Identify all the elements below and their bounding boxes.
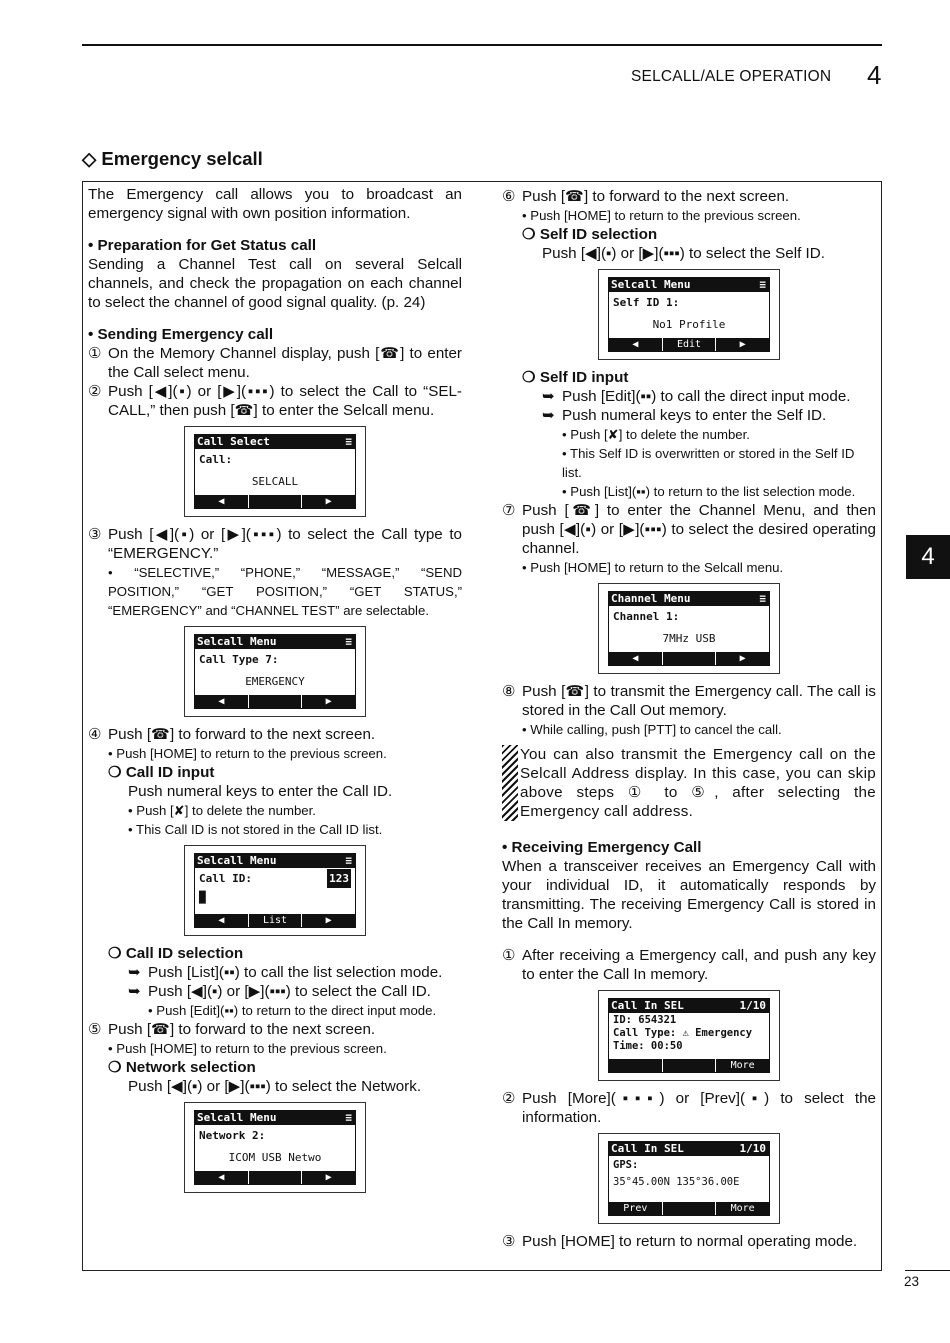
lcd-channel-menu: Channel Menu ≡ Channel 1: 7MHz USB ◀ ▶ xyxy=(598,583,780,674)
step-6: ⑥ Push [☎] to forward to the next screen. xyxy=(502,188,790,205)
self-id-note-2: • This Self ID is overwritten or stored in the Self ID list. xyxy=(562,446,855,480)
lcd-call-in-2: Call In SEL 1/10 GPS: 35°45.00N 135°36.00E Prev More xyxy=(598,1133,780,1224)
self-id-input-2: ➥ Push numeral keys to enter the Self ID. xyxy=(542,407,827,424)
self-id-note-1: • Push [✘] to delete the number. xyxy=(562,427,750,442)
network-selection-heading: ❍ Network selection xyxy=(108,1059,256,1076)
step-8: ⑧ Push [☎] to transmit the Emergency call. The call is stored in the Call Out memory. xyxy=(502,683,876,719)
lcd-network: Selcall Menu ≡ Network 2: ICOM USB Netwo ◀ ▶ xyxy=(184,1102,366,1193)
self-id-selection-text: Push [◀](▪) or [▶](▪▪▪) to select the Self ID. xyxy=(542,245,825,262)
lcd-call-type: Selcall Menu ≡ Call Type 7: EMERGENCY ◀ ▶ xyxy=(184,626,366,717)
self-id-note-3: • Push [List](▪▪) to return to the list selection mode. xyxy=(562,484,856,499)
header-rule xyxy=(82,44,882,46)
recv-step-2: ② Push [More](▪▪▪) or [Prev](▪) to select the information. xyxy=(502,1090,876,1126)
chapter-side-tab: 4 xyxy=(906,535,950,579)
call-id-sel-1: ➥ Push [List](▪▪) to call the list selection mode. xyxy=(128,964,443,981)
prep-text: Sending a Channel Test call on several Selcall channels, and check the propagation on each channel to select the channel of good signal quality. (p. 24) xyxy=(88,256,462,311)
step-5: ⑤ Push [☎] to forward to the next screen. xyxy=(88,1021,376,1038)
step-3-note: • “SELECTIVE,” “PHONE,” “MESSAGE,” “SEND POSITION,” “GET POSITION,” “GET STATUS,” “EMERGENCY” and “CHANNEL TEST” are selectable. xyxy=(108,565,462,618)
recv-step-3: ③ Push [HOME] to return to normal operating mode. xyxy=(502,1233,858,1250)
call-id-sel-2: ➥ Push [◀](▪) or [▶](▪▪▪) to select the Call ID. xyxy=(128,983,431,1000)
step-7-note: • Push [HOME] to return to the Selcall menu. xyxy=(522,560,784,575)
chapter-number: 4 xyxy=(867,60,882,90)
call-id-input-text: Push numeral keys to enter the Call ID. xyxy=(128,783,393,800)
step-4-note: • Push [HOME] to return to the previous screen. xyxy=(108,746,387,761)
send-heading: • Sending Emergency call xyxy=(88,326,274,343)
memo-hatch-icon xyxy=(502,745,518,821)
footer-rule xyxy=(905,1270,950,1271)
call-id-sel-note: • Push [Edit](▪▪) to return to the direct input mode. xyxy=(148,1003,437,1018)
memo-note: You can also transmit the Emergency call on the Selcall Address display. In this case, you can skip above steps ① to ⑤, after selecting the Emergency call address. xyxy=(502,745,876,821)
step-6-note: • Push [HOME] to return to the previous screen. xyxy=(522,208,801,223)
section-title: ◇ Emergency selcall xyxy=(82,148,263,169)
self-id-input-heading: ❍ Self ID input xyxy=(522,369,629,386)
network-selection-text: Push [◀](▪) or [▶](▪▪▪) to select the Network. xyxy=(128,1078,422,1095)
step-2: ② Push [◀](▪) or [▶](▪▪▪) to select the Call to “SEL-CALL,” then push [☎] to enter the Selcall menu. xyxy=(88,383,462,419)
page-number: 23 xyxy=(904,1274,920,1289)
lcd-call-in-1: Call In SEL 1/10 ID: 654321 Call Type: ⚠ Emergency Time: 00:50 More xyxy=(598,990,780,1081)
call-id-note-1: • Push [✘] to delete the number. xyxy=(128,803,316,818)
recv-step-1: ① After receiving a Emergency call, and push any key to enter the Call In memory. xyxy=(502,947,876,983)
step-8-note: • While calling, push [PTT] to cancel the call. xyxy=(522,722,782,737)
receiving-heading: • Receiving Emergency Call xyxy=(502,839,702,856)
prep-heading: • Preparation for Get Status call xyxy=(88,237,317,254)
receiving-text: When a transceiver receives an Emergency Call with your individual ID, it automatically responds by transmitting. The receiving Emergency Call is stored in the Call In memory. xyxy=(502,858,876,932)
lcd-call-id: Selcall Menu ≡ Call ID: 123 █ ◀ List ▶ xyxy=(184,845,366,936)
header-title: SELCALL/ALE OPERATION xyxy=(631,68,832,85)
self-id-selection-heading: ❍ Self ID selection xyxy=(522,226,658,243)
call-id-selection-heading: ❍ Call ID selection xyxy=(108,945,244,962)
intro-text: The Emergency call allows you to broadcast an emergency signal with own position information. xyxy=(88,186,462,222)
self-id-input-1: ➥ Push [Edit](▪▪) to call the direct input mode. xyxy=(542,388,851,405)
lcd-call-select: Call Select ≡ Call: SELCALL ◀ ▶ xyxy=(184,426,366,517)
lcd-self-id: Selcall Menu ≡ Self ID 1: No1 Profile ◀ Edit ▶ xyxy=(598,269,780,360)
step-3: ③ Push [◀](▪) or [▶](▪▪▪) to select the Call type to “EMERGENCY.” xyxy=(88,526,462,562)
right-column xyxy=(502,187,876,1251)
call-id-input-heading: ❍ Call ID input xyxy=(108,764,215,781)
step-4: ④ Push [☎] to forward to the next screen. xyxy=(88,726,376,743)
step-7: ⑦ Push [☎] to enter the Channel Menu, and then push [◀](▪) or [▶](▪▪▪) to select the desired operating channel. xyxy=(502,502,876,557)
left-column xyxy=(88,185,462,1201)
step-5-note: • Push [HOME] to return to the previous screen. xyxy=(108,1041,387,1056)
call-id-note-2: • This Call ID is not stored in the Call ID list. xyxy=(128,822,383,837)
step-1: ① On the Memory Channel display, push [☎] to enter the Call select menu. xyxy=(88,345,462,381)
